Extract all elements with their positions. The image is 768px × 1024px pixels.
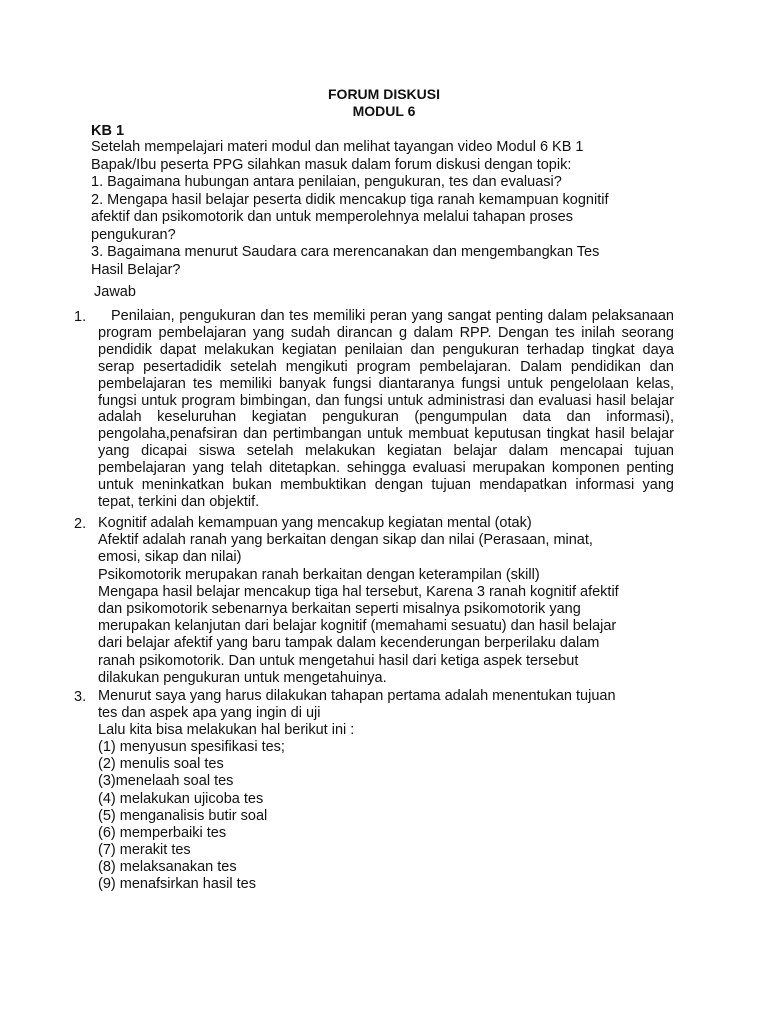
answer-2-line: Kognitif adalah kemampuan yang mencakup kegiatan mental (otak): [98, 515, 532, 531]
step-item: (3)menelaah soal tes: [98, 773, 234, 790]
answer-3-line: Lalu kita bisa melakukan hal berikut ini :: [98, 722, 355, 739]
answer-heading: Jawab: [94, 284, 136, 300]
section-label: KB 1: [91, 123, 125, 139]
answer-3-line: tes dan aspek apa yang ingin di uji: [98, 705, 321, 722]
step-item: (7) merakit tes: [98, 841, 191, 858]
document-subtitle: MODUL 6: [352, 103, 416, 119]
answer-3: [98, 688, 688, 893]
answer-number-1: 1.: [74, 309, 87, 325]
answer-2-line: dari belajar afektif yang baru tampak dalam kecenderungan berperilaku dalam: [98, 635, 600, 652]
answer-2-line: dilakukan pengukuran untuk mengetahuinya.: [98, 669, 387, 686]
answer-1-paragraph: Penilaian, pengukuran dan tes memiliki peran yang sangat penting dalam pelaksanaan program pembelajaran yang sudah dirancan g dalam RPP. Dengan tes inilah seorang pendidik dapat melakukan kegiatan penilaian dan pengukuran terhadap tingkat daya serap pesertadidik setelah mengikuti program pembelajaran. Dalam pendidikan dan pembelajaran tes memiliki banyak fungsi diantaranya fungsi untuk pengelolaan kelas, fungsi untuk program bimbingan, dan fungsi untuk administrasi dan evaluasi hasil belajar adalah keseluruhan kegiatan pengukuran (pengumpulan data dan informasi), pengolaha,penafsiran dan pertimbangan untuk membuat keputusan tingkat hasil belajar yang dicapai siswa setelah melakukan kegiatan belajar dalam mencapai tujuan pembelajaran yang telah ditetapkan. sehingga evaluasi merupakan komponen penting untuk meninkatkan bukan membuktikan dengan tujuan mendapatkan informasi yang tepat, terkini dan objektif.: [98, 308, 674, 510]
answer-2-line: Mengapa hasil belajar mencakup tiga hal tersebut, Karena 3 ranah kognitif afektif: [98, 583, 619, 600]
intro-line: 1. Bagaimana hubungan antara penilaian, pengukuran, tes dan evaluasi?: [91, 174, 562, 190]
intro-line: pengukuran?: [91, 226, 176, 243]
step-item: (5) menganalisis butir soal: [98, 807, 268, 824]
intro-line: 3. Bagaimana menurut Saudara cara merencanakan dan mengembangkan Tes: [91, 244, 600, 260]
answer-2-line: Psikomotorik merupakan ranah berkaitan dengan keterampilan (skill): [98, 566, 540, 583]
answer-number-3: 3.: [74, 689, 87, 705]
answer-1: [98, 308, 674, 511]
step-list: [98, 739, 688, 893]
intro-text: [91, 139, 691, 279]
intro-line: Setelah mempelajari materi modul dan melihat tayangan video Modul 6 KB 1: [91, 139, 584, 155]
document-title: FORUM DISKUSI: [328, 86, 440, 102]
step-item: (9) menafsirkan hasil tes: [98, 876, 256, 893]
step-item: (2) menulis soal tes: [98, 756, 224, 773]
intro-line: 2. Mengapa hasil belajar peserta didik mencakup tiga ranah kemampuan kognitif: [91, 191, 609, 208]
answer-2-line: dan psikomotorik sebenarnya berkaitan seperti misalnya psikomotorik yang: [98, 601, 581, 618]
answer-2-line: ranah psikomotorik. Dan untuk mengetahui hasil dari ketiga aspek tersebut: [98, 652, 579, 669]
step-item: (4) melakukan ujicoba tes: [98, 790, 264, 807]
step-item: (1) menyusun spesifikasi tes;: [98, 739, 285, 756]
intro-line: afektif dan psikomotorik dan untuk memperolehnya melalui tahapan proses: [91, 209, 573, 225]
answer-2-line: merupakan kelanjutan dari belajar kognitif (memahami sesuatu) dan hasil belajar: [98, 618, 617, 635]
answer-2-line: emosi, sikap dan nilai): [98, 549, 242, 566]
answer-3-line: Menurut saya yang harus dilakukan tahapan pertama adalah menentukan tujuan: [98, 688, 616, 704]
intro-line: Hasil Belajar?: [91, 261, 181, 278]
intro-line: Bapak/Ibu peserta PPG silahkan masuk dalam forum diskusi dengan topik:: [91, 156, 572, 173]
step-item: (8) melaksanakan tes: [98, 858, 237, 875]
answer-2-line: Afektif adalah ranah yang berkaitan dengan sikap dan nilai (Perasaan, minat,: [98, 532, 593, 549]
answer-2: [98, 515, 688, 687]
step-item: (6) memperbaiki tes: [98, 824, 227, 841]
answer-number-2: 2.: [74, 516, 87, 532]
